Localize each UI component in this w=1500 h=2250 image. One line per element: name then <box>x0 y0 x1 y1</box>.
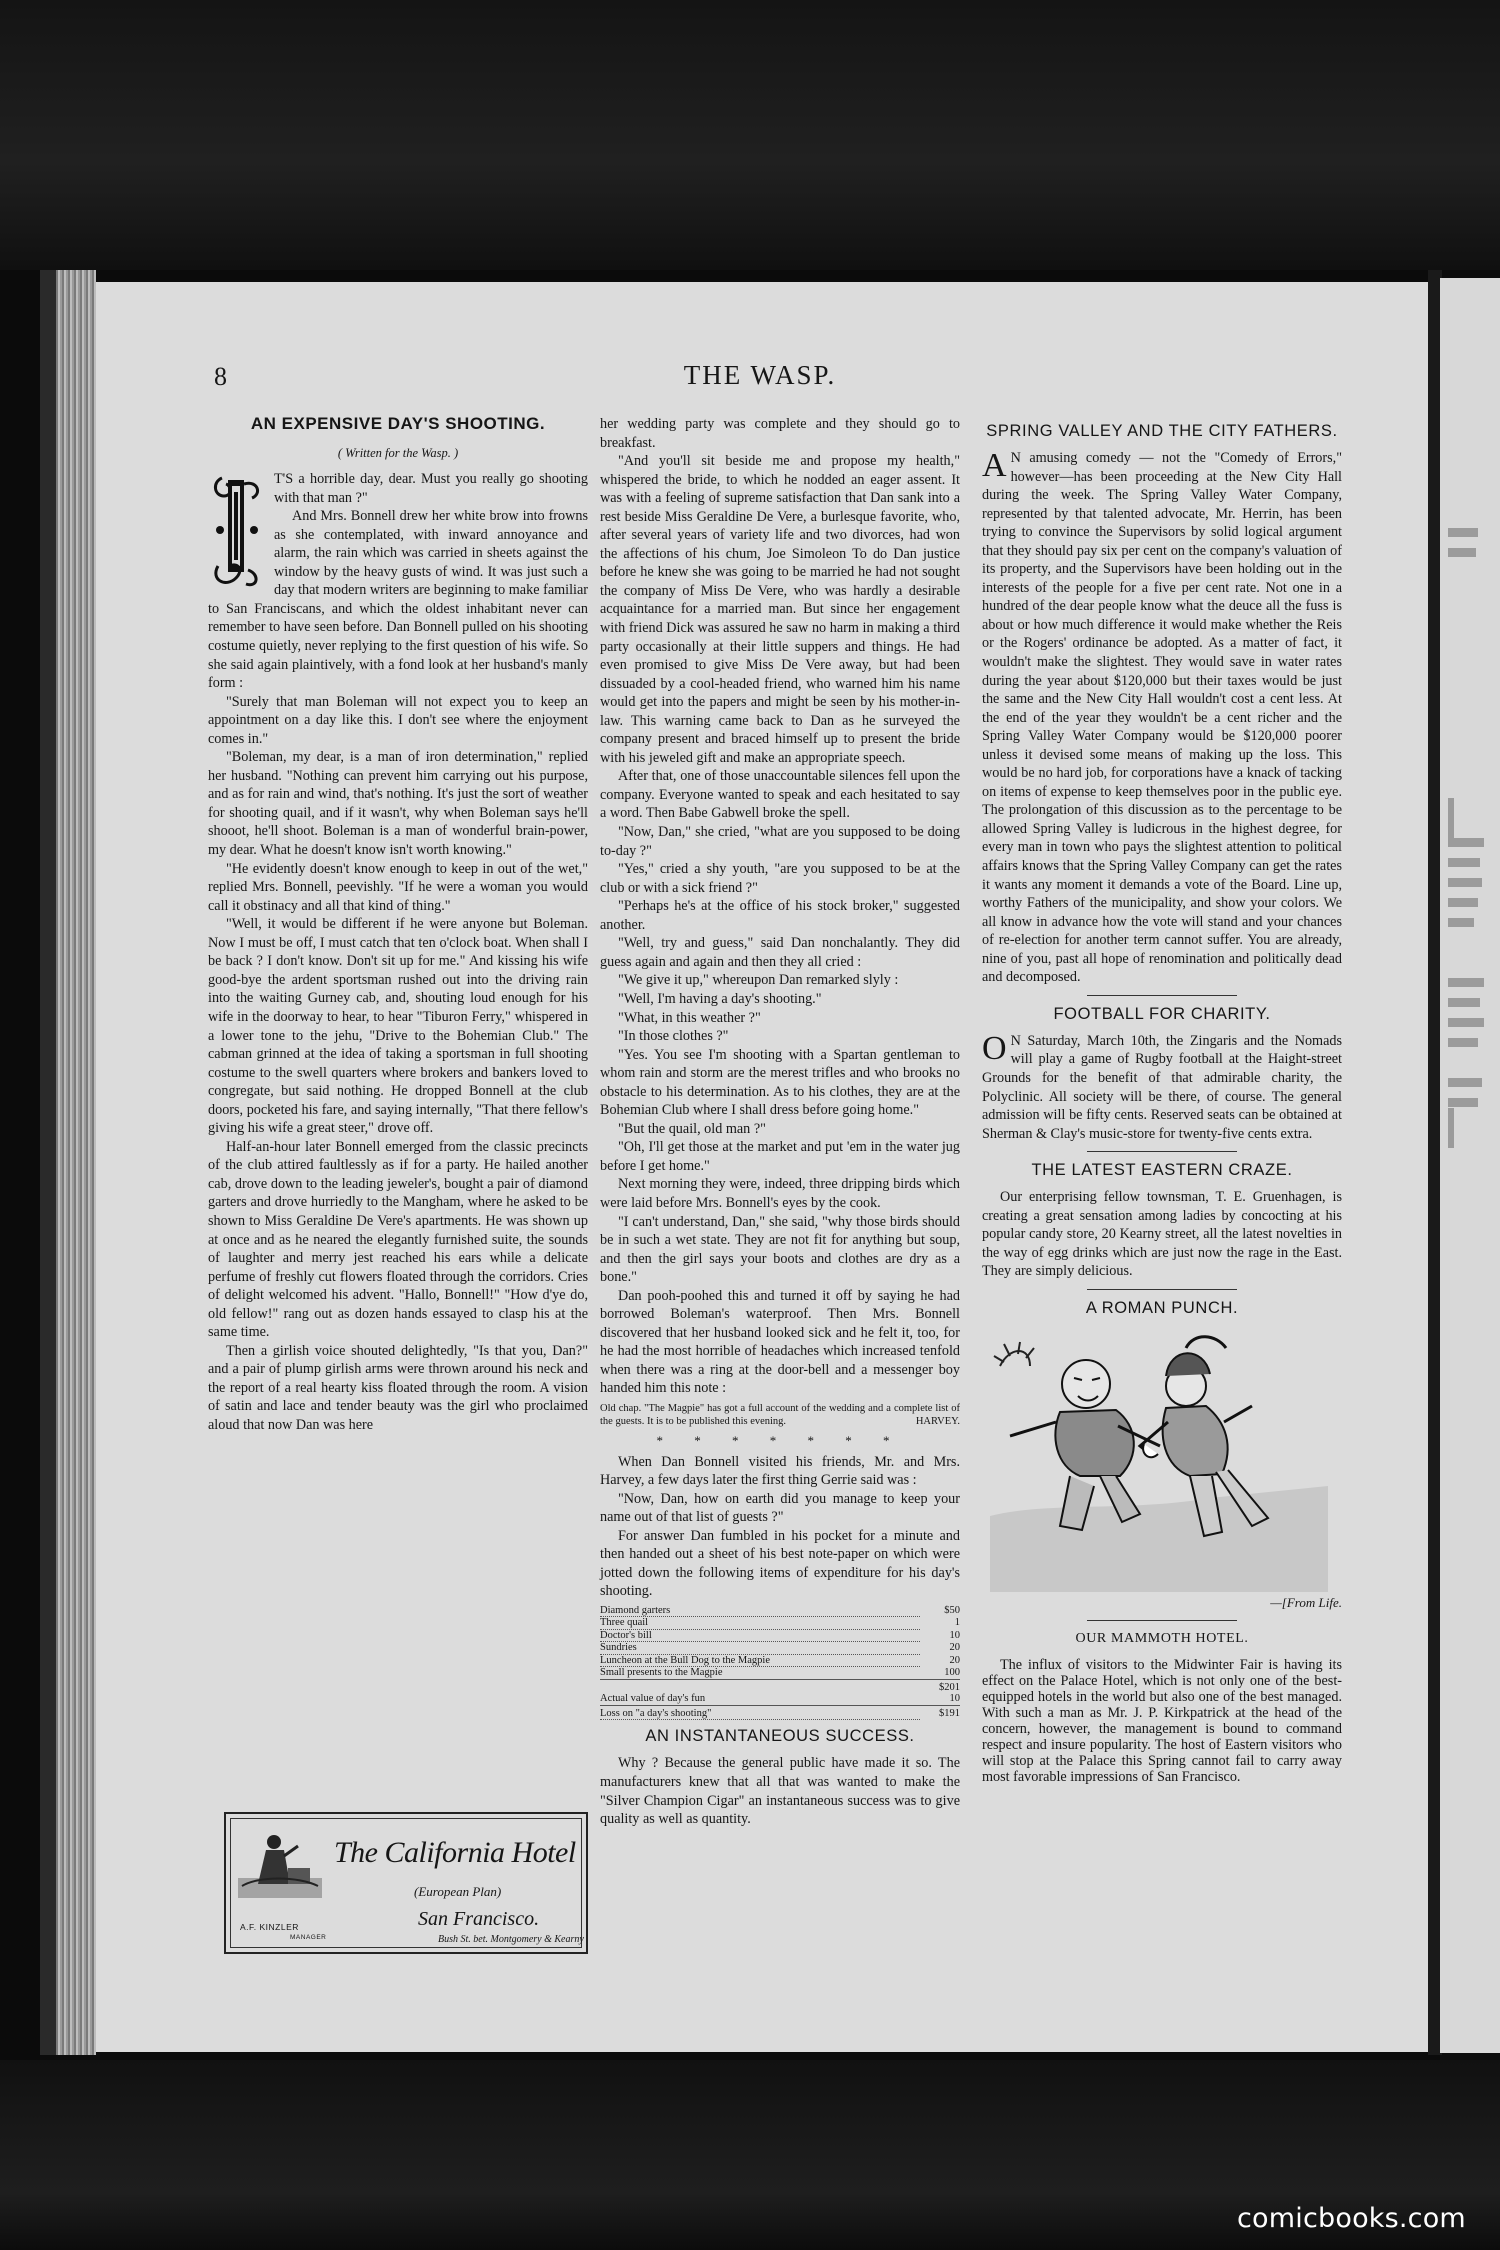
paragraph: The influx of visitors to the Midwinter Fair is having its effect on the Palace Hotel, which is not only one of the best-equipped hotels in the world but also one of the best managed. With such a man as Mr. J. P. Kirkpatrick at the head of the concern, however, the management is bound to command respect and insure popularity. The host of Eastern visitors who will stop at the Palace this Spring cannot fail to carry away most favorable impressions of San Francisco. <box>982 1657 1342 1786</box>
paragraph: "Well, I'm having a day's shooting." <box>618 990 822 1007</box>
paragraph: "He evidently doesn't know enough to keep in out of the wet," replied Mrs. Bonnell, peevishly. "If he were a woman you would call it obstinacy and all that kind of thing." <box>208 860 588 914</box>
table-row <box>600 1629 960 1642</box>
expense-item: Three quail <box>600 1617 920 1630</box>
paragraph: Then a girlish voice shouted delightedly, "Is that you, Dan?" and a pair of plump girlish arms were thrown around his neck and the report of a real hearty kiss floated through the room. A vision of satin and lace and tender beauty was the girl who proclaimed aloud that now Dan was here <box>208 1342 588 1433</box>
expense-item: Actual value of day's fun <box>600 1693 920 1705</box>
expense-item: Sundries <box>600 1642 920 1655</box>
paragraph: T'S a horrible day, dear. Must you really go shooting with that man ?" <box>274 471 588 506</box>
table-row <box>600 1667 960 1680</box>
paragraph: After that, one of those unaccountable silences fell upon the company. Everyone wanted to speak and each hesitated to say a word. Then Babe Gabwell broke the spell. <box>600 768 960 822</box>
article-title: THE LATEST EASTERN CRAZE. <box>1031 1161 1293 1180</box>
seated-figure-icon <box>238 1828 322 1902</box>
paragraph: "Surely that man Boleman will not expect you to keep an appointment on a day like this. I don't see where the enjoyment comes in." <box>208 693 588 747</box>
byline: ( Written for the Wasp. ) <box>337 445 459 460</box>
table-row <box>600 1682 960 1694</box>
expense-amount: 20 <box>949 1642 960 1654</box>
article-title: OUR MAMMOTH HOTEL. <box>1075 1631 1249 1647</box>
expense-item: Diamond garters <box>600 1605 920 1617</box>
paragraph: "And you'll sit beside me and propose my health," whispered the bride, to which he nodded an eager assent. It was with a feeling of supreme satisfaction that Dan sank into a rest beside Miss Geraldine De Vere, a burlesque favorite, who, after several years of variety life and two divorces, had won the affections of his chum, Joe Simoleon To do Dan justice before he knew she was going to be married he had not sought the company of Miss De Vere, who was hardly a desirable acquaintance for a married man. But since her engagement with friend Dick was assured he saw no harm in making a third party occasionally at their little suppers and things. He had even promised to give Miss De Vere away, but had been dissuaded by a cool-headed friend, who warned him his name would get into the papers and might be seen by his mother-in-law. This warning came back to Dan as he surveyed the company present and braced himself up to present the bride with his jeweled gift and make an appropriate speech. <box>600 453 960 766</box>
paragraph: "What, in this weather ?" <box>618 1009 761 1026</box>
paragraph: Half-an-hour later Bonnell emerged from the classic precincts of the club attired faultlessly as if for a party. He hailed another cab, drove down to the leading jeweler's, bought a pair of diamond garters and drove hurriedly to the Mangham, where he asked to be shown to Miss Geraldine De Vere's apartments. He was shown up at once and as he neared the elegantly furnished suite, the sounds of laughter and merry jest reached his ears while a delicate perfume of freshly cut flowers floated through the corridors. Cries of delight welcomed his advent. "Hallo, Bonnell!" "How d'ye do, old fellow!" rang out as dozen hands essayed to clasp his at the same time. <box>208 1138 588 1341</box>
paragraph: Dan pooh-poohed this and turned it off by saying he had borrowed Boleman's waterproof. Then Mrs. Bonnell discovered that her husband looked sick and he felt it, too, for he had the most horrible of headaches which increased tenfold when there was a ring at the door-bell and a messenger boy handed him this note : <box>600 1287 960 1397</box>
hotel-name: The California Hotel <box>334 1836 576 1869</box>
table-row <box>600 1708 960 1720</box>
expense-item: Small presents to the Magpie <box>600 1667 920 1680</box>
paragraph <box>982 449 1342 987</box>
paragraph: "Oh, I'll get those at the market and put 'em in the water jug before I get home." <box>600 1139 960 1174</box>
hotel-city: San Francisco. <box>418 1908 540 1930</box>
section-break: * * * * * * * <box>656 1432 904 1448</box>
ornamental-dropcap-icon <box>208 470 266 590</box>
paragraph: "Now, Dan, how on earth did you manage to keep your name out of that list of guests ?" <box>600 1490 960 1526</box>
expense-item: Doctor's bill <box>600 1629 920 1642</box>
table-row <box>600 1642 960 1655</box>
paragraph: "But the quail, old man ?" <box>618 1120 766 1137</box>
paragraph: Why ? Because the general public have made it so. The manufacturers knew that all that was wanted to make the "Silver Champion Cigar" an instantaneous success was to give quality as well as quantity. <box>600 1755 960 1828</box>
expense-amount: $50 <box>944 1605 960 1617</box>
hotel-manager: A.F. KINZLER <box>240 1922 299 1932</box>
divider <box>1087 1151 1237 1152</box>
cartoon-title: A ROMAN PUNCH. <box>1085 1298 1239 1317</box>
expense-amount: $191 <box>939 1708 960 1720</box>
messenger-note <box>600 1402 960 1428</box>
paragraph <box>982 1029 1342 1143</box>
cartoon-credit: —[From Life. <box>1270 1594 1342 1610</box>
hotel-manager-label: MANAGER <box>290 1934 327 1941</box>
paragraph: "In those clothes ?" <box>618 1028 729 1045</box>
table-row <box>600 1693 960 1705</box>
paragraph: "Perhaps he's at the office of his stock broker," suggested another. <box>600 898 960 933</box>
expense-item: Luncheon at the Bull Dog to the Magpie <box>600 1654 920 1667</box>
hotel-advertisement <box>224 1812 588 1954</box>
table-row <box>600 1617 960 1630</box>
divider <box>1087 1289 1237 1290</box>
expense-table <box>600 1605 960 1721</box>
dropcap: O <box>982 1029 1007 1067</box>
column-1 <box>208 415 588 1435</box>
page-number: 8 <box>214 362 227 391</box>
paragraph: "We give it up," whereupon Dan remarked slyly : <box>618 972 899 989</box>
paragraph: her wedding party was complete and they should go to breakfast. <box>600 416 960 451</box>
expense-amount: 20 <box>949 1654 960 1666</box>
cartoon-illustration <box>990 1326 1328 1592</box>
paragraph: For answer Dan fumbled in his pocket for a minute and then handed out a sheet of his best note-paper on which were jotted down the following items of expenditure for his day's shooting. <box>600 1527 960 1600</box>
facing-page-edge <box>1440 278 1500 2053</box>
divider <box>1087 1620 1237 1621</box>
article-title: FOOTBALL FOR CHARITY. <box>1053 1004 1271 1023</box>
hotel-plan: (European Plan) <box>414 1884 502 1899</box>
expense-amount: 1 <box>954 1617 960 1629</box>
page-edges <box>56 270 96 2055</box>
scan-background-top <box>0 0 1500 270</box>
table-row <box>600 1654 960 1667</box>
paragraph: "Yes," cried a shy youth, "are you supposed to be at the club or with a sick friend ?" <box>600 861 960 896</box>
expense-total: $201 <box>939 1681 960 1693</box>
paragraph: "Now, Dan," she cried, "what are you supposed to be doing to-day ?" <box>600 824 960 859</box>
paragraph: "Well, it would be different if he were anyone but Boleman. Now I must be off, I must catch that ten o'clock boat. When shall I be back ? I don't know. Don't sit up for me." And kissing his wife good-bye the ardent sportsman rushed out into the driving rain into the waiting Gurney cab, and, shouting loud enough for his wife in the doorway to hear, to hear "Tiburon Ferry," whispered in a lower tone to the jehu, "Drive to the Bohemian Club." The cabman grinned at the idea of taking a sportsman in full shooting costume to the swell quarters where brokers and bankers loved to congregate, but said nothing. He dropped Bonnell at the club doors, pocketed his fare, and saying internally, "That there fellow's giving his wife a great steer," drove off. <box>208 916 588 1137</box>
paragraph: "Well, try and guess," said Dan nonchalantly. They did guess again and again and then they all cried : <box>600 935 960 970</box>
hotel-street: Bush St. bet. Montgomery & Kearny <box>438 1934 584 1945</box>
paragraph: Next morning they were, indeed, three dripping birds which were laid before Mrs. Bonnell's eyes by the cook. <box>600 1176 960 1211</box>
column-2 <box>600 415 960 1829</box>
paragraph: "Boleman, my dear, is a man of iron determination," replied her husband. "Nothing can prevent him carrying out his purpose, and as for rain and wind, that's nothing. It's just the sort of weather for shooting quail, and if it wasn't, why when Boleman says he'll shooot, he'll shoot. Boleman is a man of wonderful brain-power, my dear. What he doesn't know isn't worth knowing." <box>208 749 588 859</box>
table-row <box>600 1605 960 1617</box>
note-signature: HARVEY. <box>915 1415 960 1427</box>
expense-amount: 10 <box>949 1693 960 1705</box>
column-3 <box>982 415 1342 1785</box>
article-title: SPRING VALLEY AND THE CITY FATHERS. <box>986 422 1338 440</box>
dropcap: A <box>982 447 1007 484</box>
paragraph: And Mrs. Bonnell drew her white brow into frowns as she contemplated, with inward annoyance and alarm, the rain which was carried in sheets against the window by the heavy gusts of wind. It was just such a day that modern writers are beginning to make familiar to San Franciscans, and which the oldest inhabitant never can remember to have seen before. Dan Bonnell pulled on his shooting costume quietly, never replying to the first question of his wife. So she said again plaintively, with a fond look at her husband's manly form : <box>208 508 588 692</box>
watermark: comicbooks.com <box>1237 2203 1466 2234</box>
paragraph: When Dan Bonnell visited his friends, Mr. and Mrs. Harvey, a few days later the first thing Gerrie said was : <box>600 1453 960 1489</box>
expense-amount: 10 <box>949 1629 960 1641</box>
expense-item: Loss on "a day's shooting" <box>600 1708 920 1720</box>
article-title: AN INSTANTANEOUS SUCCESS. <box>645 1727 915 1746</box>
paragraph: Our enterprising fellow townsman, T. E. Gruenhagen, is creating a great sensation among ladies by concocting at his popular candy store, 20 Kearny street, all the latest novelties in the way of egg drinks which are just now the rage in the East. They are simply delicious. <box>982 1189 1342 1280</box>
expense-amount: 100 <box>944 1667 960 1679</box>
article-title: AN EXPENSIVE DAY'S SHOOTING. <box>250 414 546 433</box>
running-head: THE WASP. <box>683 360 837 390</box>
paragraph: "I can't understand, Dan," she said, "why those birds should be in such a wet state. They are not fit for anything but soup, and then the girl says your boots and clothes are dry as a bone." <box>600 1213 960 1286</box>
divider <box>1087 995 1237 996</box>
note-text: Old chap. "The Magpie" has got a full account of the wedding and a complete list of the guests. It is to be published this evening. <box>600 1402 960 1427</box>
paragraph-text: N Saturday, March 10th, the Zingaris and the Nomads will play a game of Rugby football at the Haight-street Grounds for the benefit of that admirable charity, the Polyclinic. All society will be there, of course. The general admission will be fifty cents. Reserved seats can be obtained at Sherman & Clay's music-store for twenty-five cents extra. <box>982 1032 1342 1142</box>
paragraph: "Yes. You see I'm shooting with a Spartan gentleman to whom rain and storm are the merest trifles and who brooks no obstacle to his determination. As to his clothes, they are at the Bohemian Club where I shall dress before going home." <box>600 1046 960 1119</box>
paragraph-text: N amusing comedy — not the "Comedy of Errors," however—has been proceeding at the New City Hall during the week. The Spring Valley Water Company, represented by that talented advocate, Mr. Herrin, has been trying to convince the Supervisors by solid logical argument that they should pay six per cent on the company's valuation of its property, and the Supervisors have been holding out in the interests of the people for a five per cent rate. Not one in a hundred of the dear people know what the deuce all the fuss is about or how much difference it would make whether the Reis or the Rogers' ordinance be adopted. As a matter of fact, it wouldn't make the slightest. They would save in water rates during the year about $120,000 but their taxes would be just the same and the New City Hall wouldn't cost a cent less. At the end of the year they wouldn't be a cent richer and the Spring Valley Water Company would be $120,000 poorer unless it devised some means of making up the loss. This would be no hard job, for corporations have a knack of tacking on items of expense to keep themselves poor in the public eye. The prolongation of this discussion as to the percentage to be allowed Spring Valley is ludicrous in the highest degree, for every man in town who pays the slightest attention to political affairs knows that the Spring Valley Company can get the rates it wants any moment it demands a vote of the Board. Line up, worthy Fathers of the municipality, and show your colors. We all know in advance how the vote will stand and your chances of re-election for another term cannot suffer. You are already, nine of you, past all hope of renomination and politically dead and decomposed. <box>982 450 1342 986</box>
